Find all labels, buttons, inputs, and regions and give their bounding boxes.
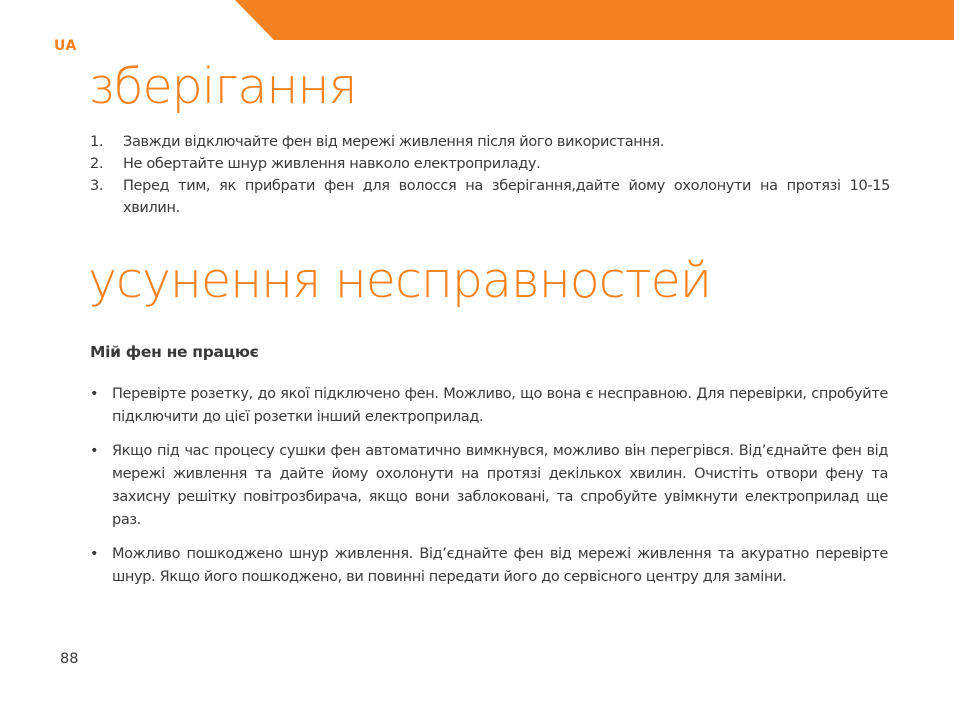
- page-number: 88: [60, 651, 79, 667]
- language-code: UA: [54, 38, 77, 54]
- troubleshooting-list: [90, 383, 888, 600]
- list-item-text: Не обертайте шнур живлення навколо електроприладу.: [123, 156, 541, 172]
- list-item-number: 2.: [90, 156, 104, 172]
- problem-subheading: Мій фен не працює: [90, 343, 259, 361]
- list-item-text: Перед тим, як прибрати фен для волосся на зберігання,дайте йому охолонути на протязі 10-15 хвилин.: [123, 178, 890, 216]
- bullet-icon: •: [90, 386, 99, 402]
- bullet-icon: •: [90, 443, 99, 459]
- list-item: [90, 131, 890, 153]
- list-item: [90, 543, 888, 589]
- list-item: [90, 175, 890, 219]
- list-item-text: Перевірте розетку, до якої підключено фен. Можливо, що вона є несправною. Для перевірки, спробуйте підключити до цієї розетки інший електроприлад.: [112, 386, 888, 425]
- bullet-icon: •: [90, 546, 99, 562]
- list-item-text: Завжди відключайте фен від мережі живлення після його використання.: [123, 134, 665, 150]
- list-item-number: 3.: [90, 178, 104, 194]
- list-item-text: Якщо під час процесу сушки фен автоматично вимкнувся, можливо він перегрівся. Від’єднайте фен від мережі живлення та дайте йому охолонути на протязі декількох хвилин. Очистіть отвори фену та захисну решітку повітрозбирача, якщо вони заблоковані, та спробуйте увімкнути електроприлад ще раз.: [112, 443, 888, 528]
- storage-instructions-list: [90, 131, 890, 219]
- list-item: [90, 440, 888, 532]
- list-item-number: 1.: [90, 134, 104, 150]
- storage-section-title: зберігання: [88, 58, 357, 115]
- list-item: [90, 153, 890, 175]
- troubleshooting-section-title: усунення несправностей: [88, 252, 712, 309]
- list-item: [90, 383, 888, 429]
- list-item-text: Можливо пошкоджено шнур живлення. Від’єднайте фен від мережі живлення та акуратно перевірте шнур. Якщо його пошкоджено, ви повинні передати його до сервісного центру для заміни.: [112, 546, 888, 585]
- header-accent-bar: [0, 0, 954, 40]
